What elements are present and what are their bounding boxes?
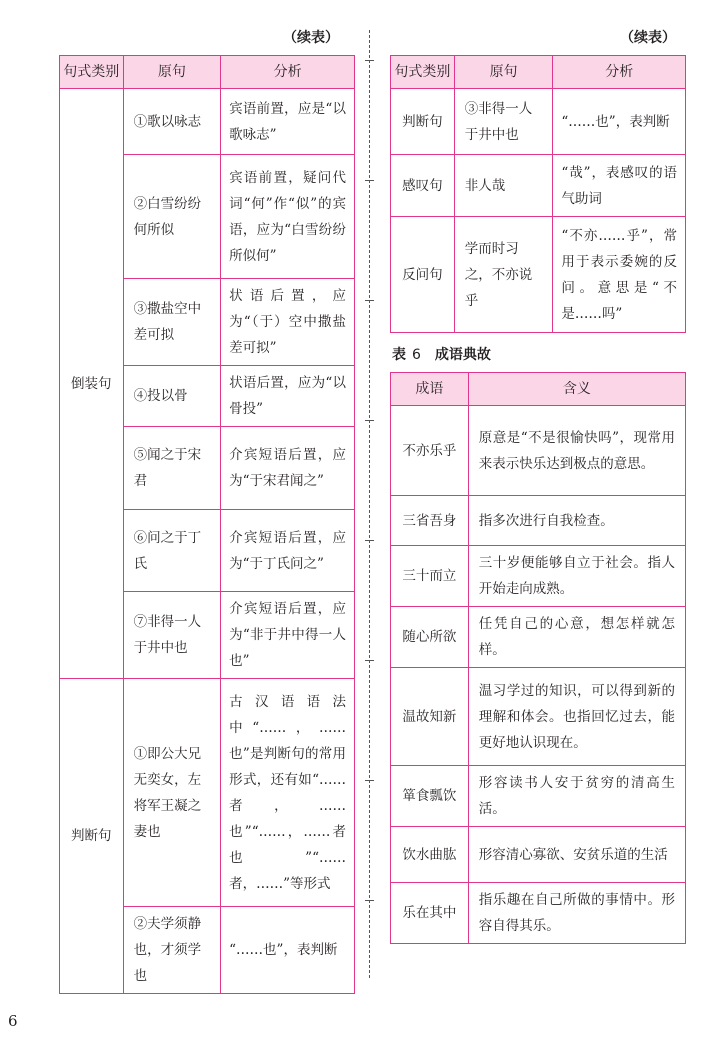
analysis-cell: 介宾短语后置，应为“于宋君闻之”: [221, 427, 355, 510]
table-row: [391, 546, 686, 607]
column-divider: [369, 30, 370, 978]
meaning-cell: 形容清心寡欲、安贫乐道的生活: [468, 827, 685, 883]
header-original: 原句: [454, 56, 553, 89]
original-cell: ⑥问之于丁氏: [123, 510, 221, 592]
divider-tick: [365, 660, 374, 661]
analysis-cell: 古汉语语法中“……，……也”是判断句的常用形式，还有如“……者，……也”“……，……者也”“……者，……”等形式: [221, 679, 355, 907]
divider-tick: [365, 780, 374, 781]
divider-tick: [365, 540, 374, 541]
idiom-cell: 饮水曲肱: [391, 827, 469, 883]
analysis-cell: “哉”，表感叹的语气助词: [553, 155, 686, 217]
table-row: [391, 607, 686, 668]
header-original: 原句: [123, 56, 221, 89]
meaning-cell: 任凭自己的心意，想怎样就怎样。: [468, 607, 685, 668]
category-cell: 判断句: [391, 89, 455, 155]
idiom-cell: 箪食瓢饮: [391, 766, 469, 827]
analysis-cell: 宾语前置，疑问代词“何”作“似”的宾语，应为“白雪纷纷所似何”: [221, 155, 355, 279]
analysis-cell: 状语后置，应为“（于）空中撒盐差可拟”: [221, 279, 355, 366]
table6-number: 6: [412, 347, 421, 363]
divider-tick: [365, 420, 374, 421]
table-row: [391, 827, 686, 883]
category-cell: 判断句: [60, 679, 124, 994]
idiom-cell: 不亦乐乎: [391, 406, 469, 496]
category-cell: 反问句: [391, 217, 455, 333]
table-row: [391, 155, 686, 217]
divider-tick: [365, 60, 374, 61]
analysis-cell: “……也”，表判断: [221, 907, 355, 994]
table-header-row: [391, 373, 686, 406]
meaning-cell: 原意是“不是很愉快吗”，现常用来表示快乐达到极点的意思。: [468, 406, 685, 496]
idiom-cell: 乐在其中: [391, 883, 469, 944]
original-cell: ②白雪纷纷何所似: [123, 155, 221, 279]
table-header-row: [391, 56, 686, 89]
sentence-pattern-table-left: [59, 55, 355, 994]
table6-caption-prefix: 表: [392, 347, 406, 363]
table-row: [391, 406, 686, 496]
original-cell: ④投以骨: [123, 366, 221, 427]
table-row: [391, 883, 686, 944]
original-cell: 非人哉: [454, 155, 553, 217]
table-row: [391, 496, 686, 546]
sentence-pattern-table-right: [390, 55, 686, 333]
original-cell: ③非得一人于井中也: [454, 89, 553, 155]
header-category: 句式类别: [60, 56, 124, 89]
analysis-cell: 介宾短语后置，应为“非于井中得一人也”: [221, 592, 355, 679]
original-cell: ③撒盐空中差可拟: [123, 279, 221, 366]
table-row: [391, 668, 686, 766]
analysis-cell: “不亦……乎”，常用于表示委婉的反问。意思是“不是……吗”: [553, 217, 686, 333]
meaning-cell: 指多次进行自我检查。: [468, 496, 685, 546]
header-analysis: 分析: [221, 56, 355, 89]
table-row: [60, 679, 355, 907]
idiom-cell: 三十而立: [391, 546, 469, 607]
idiom-cell: 温故知新: [391, 668, 469, 766]
analysis-cell: “……也”，表判断: [553, 89, 686, 155]
divider-tick: [365, 900, 374, 901]
idiom-table: [390, 372, 686, 944]
page-number: 6: [8, 1012, 18, 1030]
original-cell: ⑤闻之于宋君: [123, 427, 221, 510]
header-idiom: 成语: [391, 373, 469, 406]
idiom-cell: 随心所欲: [391, 607, 469, 668]
meaning-cell: 形容读书人安于贫穷的清高生活。: [468, 766, 685, 827]
table-header-row: [60, 56, 355, 89]
original-cell: 学而时习之，不亦说乎: [454, 217, 553, 333]
meaning-cell: 三十岁便能够自立于社会。指人开始走向成熟。: [468, 546, 685, 607]
continued-label-right: （续表）: [620, 30, 676, 46]
divider-tick: [365, 300, 374, 301]
original-cell: ①歌以咏志: [123, 89, 221, 155]
continued-label-left: （续表）: [283, 30, 339, 46]
analysis-cell: 状语后置，应为“以骨投”: [221, 366, 355, 427]
meaning-cell: 温习学过的知识，可以得到新的理解和体会。也指回忆过去，能更好地认识现在。: [468, 668, 685, 766]
table-row: [391, 89, 686, 155]
divider-tick: [365, 180, 374, 181]
original-cell: ①即公大兄无奕女，左将军王凝之妻也: [123, 679, 221, 907]
header-meaning: 含义: [468, 373, 685, 406]
header-analysis: 分析: [553, 56, 686, 89]
table6-title: 成语典故: [434, 347, 491, 363]
category-cell: 感叹句: [391, 155, 455, 217]
analysis-cell: 介宾短语后置，应为“于丁氏问之”: [221, 510, 355, 592]
table-row: [391, 766, 686, 827]
meaning-cell: 指乐趣在自己所做的事情中。形容自得其乐。: [468, 883, 685, 944]
table-row: [60, 89, 355, 155]
original-cell: ②夫学须静也，才须学也: [123, 907, 221, 994]
table6-caption: [392, 344, 491, 364]
idiom-cell: 三省吾身: [391, 496, 469, 546]
original-cell: ⑦非得一人于井中也: [123, 592, 221, 679]
header-category: 句式类别: [391, 56, 455, 89]
analysis-cell: 宾语前置，应是“以歌咏志”: [221, 89, 355, 155]
category-cell: 倒装句: [60, 89, 124, 679]
table-row: [391, 217, 686, 333]
